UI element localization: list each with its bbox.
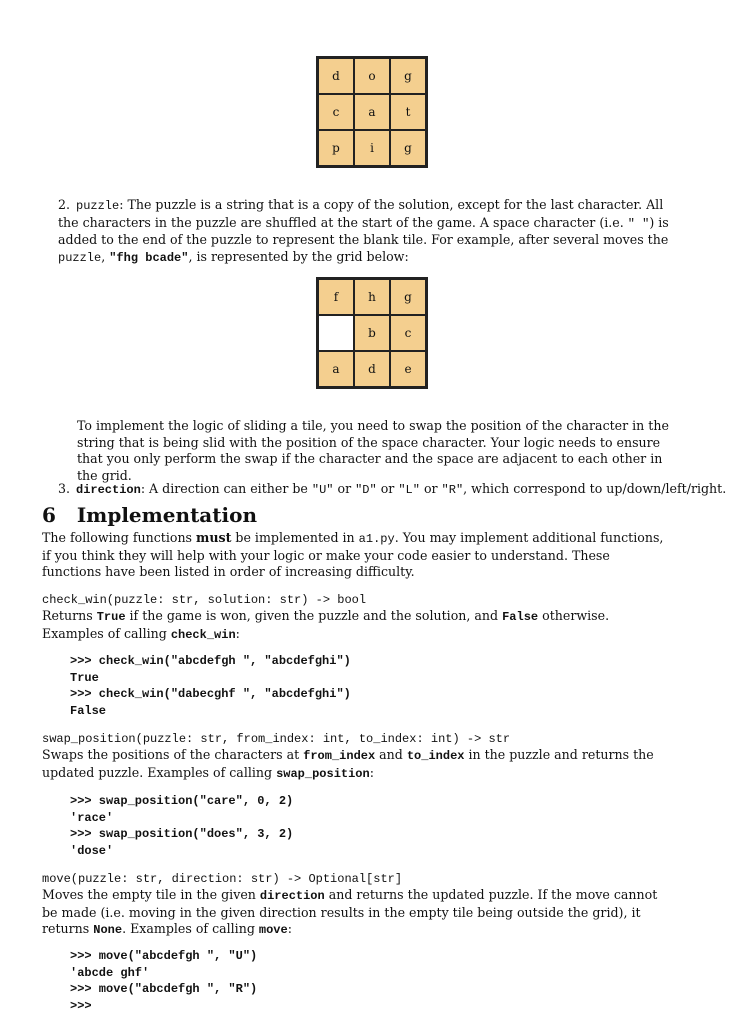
puzzle-description: 2. puzzle: The puzzle is a string that is a copy of the solution, except for the last character. All the characters in the puzzle are shuffled at the start of the game. A space character (i.e. " ") is added to the end of the puzzle to represent the blank tile. For example, after several moves the puzzle, "fhg bcade", is represented by the grid below: (58, 197, 669, 265)
grid-tile: p (318, 130, 354, 166)
direction-description: 3. direction: A direction can either be "U" or "D" or "L" or "R", which correspond to up/down/left/right. (58, 481, 727, 497)
intro-paragraph: The following functions must be implemented in a1.py. You may implement additional functions, if you think they will help with your logic or make your code easier to understand. These functions have been listed in order of increasing difficulty. (42, 530, 664, 579)
term-puzzle: puzzle (76, 199, 120, 213)
check-win-examples: >>> check_win("abcdefgh ", "abcdefghi") True >>> check_win("dabecghf ", "abcdefghi") False (70, 654, 351, 718)
grid-tile: g (390, 279, 426, 315)
check-win-description: Returns True if the game is won, given the puzzle and the solution, and False otherwise. Examples of calling check_win: (42, 608, 610, 642)
grid-tile: o (354, 58, 390, 94)
swap-position-signature: swap_position(puzzle: str, from_index: int, to_index: int) -> str (42, 732, 511, 746)
grid-tile: c (318, 94, 354, 130)
section-heading: 6 Implementation (42, 503, 257, 527)
grid-tile: d (318, 58, 354, 94)
blank-tile (318, 315, 354, 351)
grid-tile: a (318, 351, 354, 387)
grid-tile: b (354, 315, 390, 351)
list-number: 2. (58, 197, 71, 212)
grid-tile: g (390, 58, 426, 94)
move-signature: move(puzzle: str, direction: str) -> Optional[str] (42, 872, 403, 886)
grid-tile: g (390, 130, 426, 166)
swap-position-examples: >>> swap_position("care", 0, 2) 'race' >>> swap_position("does", 3, 2) 'dose' (70, 794, 294, 858)
dog-cat-pig-grid (316, 56, 428, 168)
puzzle-example-grid (316, 277, 428, 389)
grid-tile: a (354, 94, 390, 130)
check-win-signature: check_win(puzzle: str, solution: str) -> bool (42, 593, 367, 607)
grid-tile: h (354, 279, 390, 315)
grid-tile: d (354, 351, 390, 387)
grid-tile: t (390, 94, 426, 130)
move-examples: >>> move("abcdefgh ", "U") 'abcde ghf' >>> move("abcdefgh ", "R") >>> (70, 949, 258, 1013)
grid-tile: c (390, 315, 426, 351)
grid-tile: e (390, 351, 426, 387)
slide-logic-paragraph: To implement the logic of sliding a tile, you need to swap the position of the character in the string that is being slid with the position of the space character. Your logic needs to ensure that you only perform the swap if the character and the space are adjacent to each other in the grid. (77, 418, 669, 483)
grid-tile: f (318, 279, 354, 315)
grid-tile: i (354, 130, 390, 166)
move-description: Moves the empty tile in the given direction and returns the updated puzzle. If the move cannot be made (i.e. moving in the given direction results in the empty tile being outside the grid), it returns None. Examples of calling move: (42, 887, 658, 937)
swap-position-description: Swaps the positions of the characters at from_index and to_index in the puzzle and returns the updated puzzle. Examples of calling swap_position: (42, 747, 654, 781)
